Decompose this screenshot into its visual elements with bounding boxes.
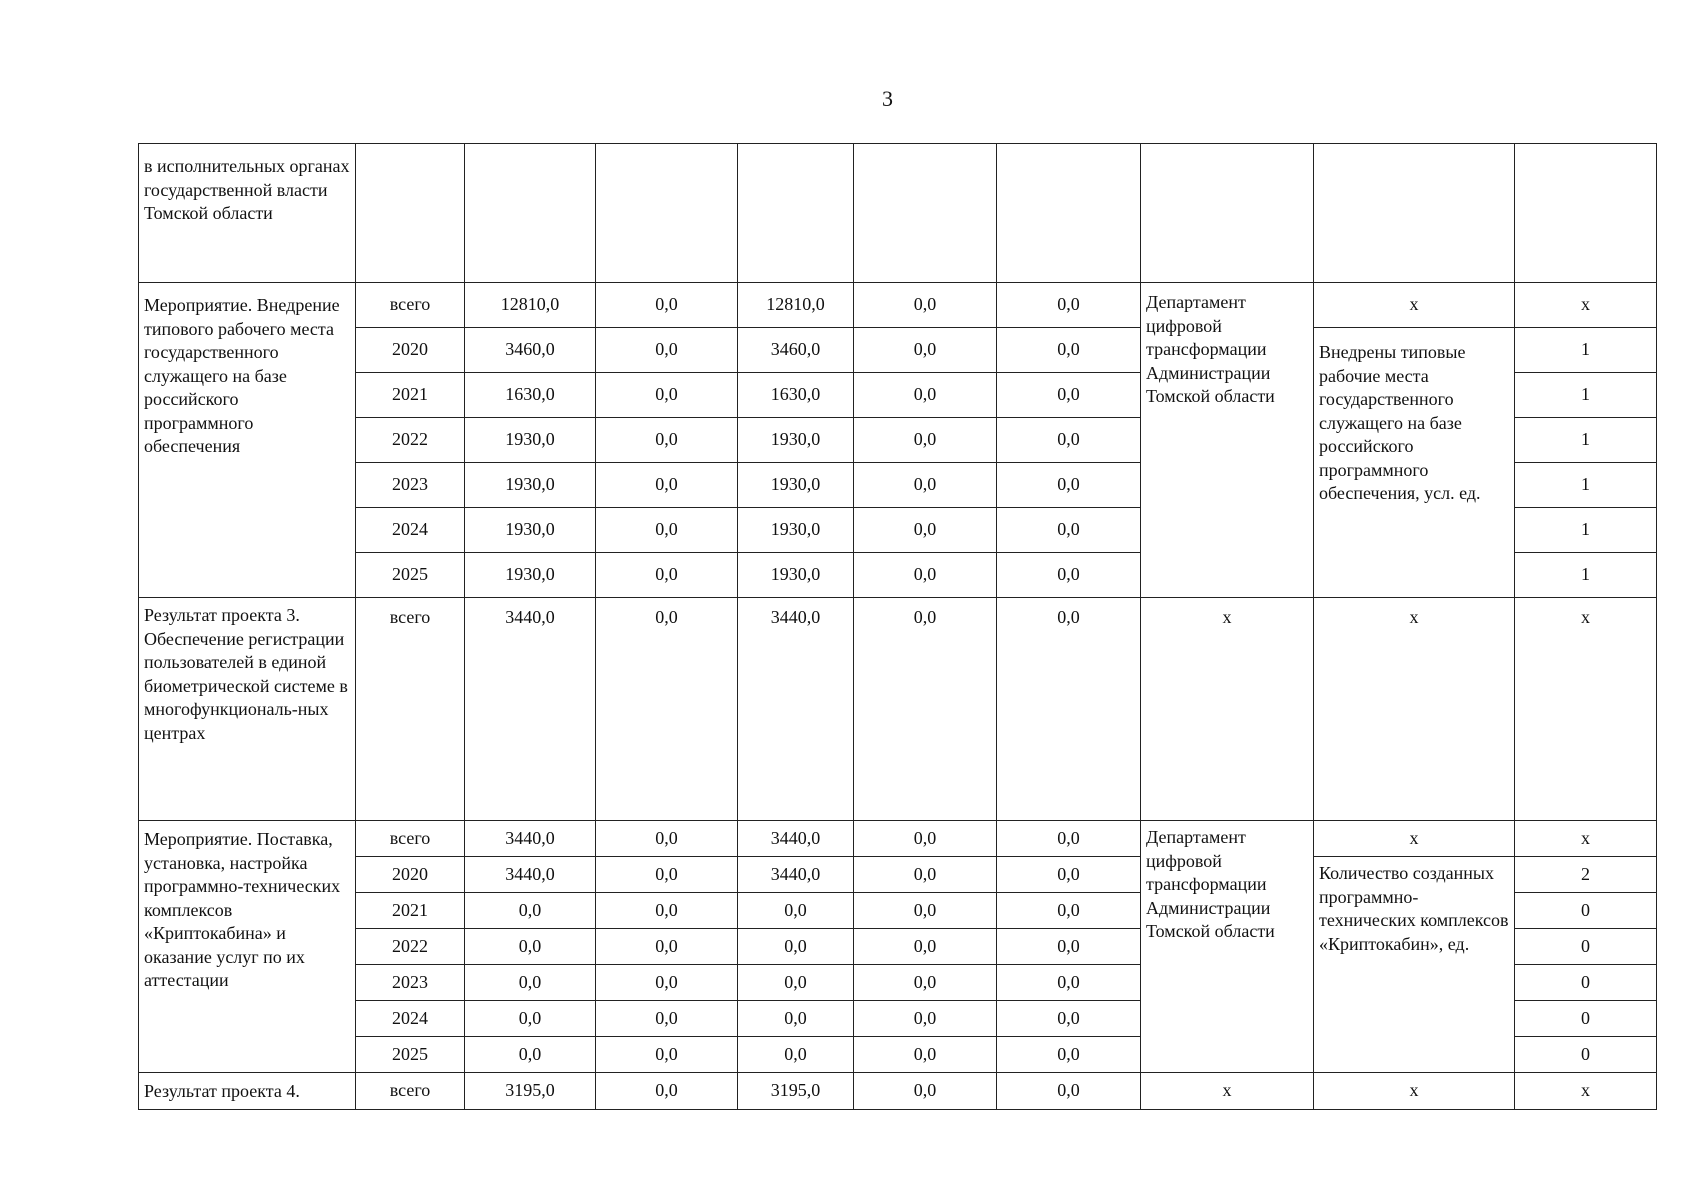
empty-cell xyxy=(1314,144,1515,283)
year-cell: 2021 xyxy=(356,893,465,929)
empty-cell xyxy=(738,144,854,283)
indicator-value-cell: 1 xyxy=(1515,328,1657,373)
total-cell: 1930,0 xyxy=(465,418,596,463)
local-cell: 0,0 xyxy=(854,553,997,598)
federal-cell: 0,0 xyxy=(596,598,738,821)
total-cell: 3440,0 xyxy=(465,598,596,821)
other-cell: 0,0 xyxy=(997,821,1141,857)
year-cell: всего xyxy=(356,283,465,328)
activity-description: Мероприятие. Поставка, установка, настройка программно-технических комплексов «Криптокабина» и оказание услуг по их аттестации xyxy=(139,821,356,1073)
total-cell: 1930,0 xyxy=(465,508,596,553)
regional-cell: 1930,0 xyxy=(738,508,854,553)
regional-cell: 1630,0 xyxy=(738,373,854,418)
other-cell: 0,0 xyxy=(997,965,1141,1001)
indicator-value-cell: 1 xyxy=(1515,508,1657,553)
indicator-value-cell: х xyxy=(1515,598,1657,821)
year-cell: 2025 xyxy=(356,553,465,598)
responsible-executor: Департамент цифровой трансформации Администрации Томской области xyxy=(1141,821,1314,1073)
empty-cell xyxy=(465,144,596,283)
local-cell: 0,0 xyxy=(854,1037,997,1073)
indicator-value-cell: 0 xyxy=(1515,965,1657,1001)
table-row xyxy=(139,857,1657,893)
total-cell: 12810,0 xyxy=(465,283,596,328)
project-result-row xyxy=(139,1073,1657,1110)
empty-cell xyxy=(356,144,465,283)
year-cell: 2021 xyxy=(356,373,465,418)
regional-cell: 3460,0 xyxy=(738,328,854,373)
indicator-value-cell: 1 xyxy=(1515,553,1657,598)
continuation-description: в исполнительных органах государственной власти Томской области xyxy=(139,144,356,283)
year-cell: 2022 xyxy=(356,929,465,965)
local-cell: 0,0 xyxy=(854,1001,997,1037)
other-cell: 0,0 xyxy=(997,857,1141,893)
year-cell: всего xyxy=(356,821,465,857)
other-cell: 0,0 xyxy=(997,553,1141,598)
other-cell: 0,0 xyxy=(997,373,1141,418)
indicator-value-cell: 1 xyxy=(1515,463,1657,508)
continuation-row xyxy=(139,144,1657,283)
local-cell: 0,0 xyxy=(854,857,997,893)
total-cell: 0,0 xyxy=(465,893,596,929)
empty-cell xyxy=(854,144,997,283)
federal-cell: 0,0 xyxy=(596,328,738,373)
federal-cell: 0,0 xyxy=(596,1037,738,1073)
federal-cell: 0,0 xyxy=(596,373,738,418)
federal-cell: 0,0 xyxy=(596,508,738,553)
other-cell: 0,0 xyxy=(997,463,1141,508)
year-cell: 2023 xyxy=(356,463,465,508)
local-cell: 0,0 xyxy=(854,373,997,418)
indicator-value-cell: х xyxy=(1515,283,1657,328)
other-cell: 0,0 xyxy=(997,508,1141,553)
local-cell: 0,0 xyxy=(854,328,997,373)
total-cell: 0,0 xyxy=(465,1037,596,1073)
empty-cell xyxy=(596,144,738,283)
activity-description: Мероприятие. Внедрение типового рабочего места государственного служащего на базе российского программного обеспечения xyxy=(139,283,356,598)
federal-cell: 0,0 xyxy=(596,893,738,929)
local-cell: 0,0 xyxy=(854,929,997,965)
regional-cell: 3195,0 xyxy=(738,1073,854,1110)
local-cell: 0,0 xyxy=(854,508,997,553)
indicator-value-cell: 0 xyxy=(1515,1037,1657,1073)
total-cell: 1930,0 xyxy=(465,463,596,508)
regional-cell: 0,0 xyxy=(738,929,854,965)
indicator-name-cell: х xyxy=(1314,1073,1515,1110)
result-description: Результат проекта 4. xyxy=(139,1073,356,1110)
federal-cell: 0,0 xyxy=(596,965,738,1001)
local-cell: 0,0 xyxy=(854,283,997,328)
empty-cell xyxy=(1141,144,1314,283)
other-cell: 0,0 xyxy=(997,1037,1141,1073)
local-cell: 0,0 xyxy=(854,598,997,821)
indicator-value-cell: х xyxy=(1515,821,1657,857)
total-cell: 3460,0 xyxy=(465,328,596,373)
indicator-value-cell: х xyxy=(1515,1073,1657,1110)
local-cell: 0,0 xyxy=(854,821,997,857)
indicator-total-cell: х xyxy=(1314,821,1515,857)
other-cell: 0,0 xyxy=(997,598,1141,821)
federal-cell: 0,0 xyxy=(596,463,738,508)
year-cell: всего xyxy=(356,1073,465,1110)
year-cell: 2024 xyxy=(356,1001,465,1037)
regional-cell: 3440,0 xyxy=(738,598,854,821)
year-cell: 2022 xyxy=(356,418,465,463)
local-cell: 0,0 xyxy=(854,1073,997,1110)
other-cell: 0,0 xyxy=(997,929,1141,965)
federal-cell: 0,0 xyxy=(596,929,738,965)
total-cell: 1630,0 xyxy=(465,373,596,418)
empty-cell xyxy=(997,144,1141,283)
page-number: 3 xyxy=(882,86,893,111)
federal-cell: 0,0 xyxy=(596,283,738,328)
total-cell: 3440,0 xyxy=(465,857,596,893)
other-cell: 0,0 xyxy=(997,418,1141,463)
total-cell: 3440,0 xyxy=(465,821,596,857)
indicator-value-cell: 2 xyxy=(1515,857,1657,893)
local-cell: 0,0 xyxy=(854,418,997,463)
total-cell: 0,0 xyxy=(465,929,596,965)
local-cell: 0,0 xyxy=(854,893,997,929)
responsible-executor: Департамент цифровой трансформации Администрации Томской области xyxy=(1141,283,1314,598)
year-cell: 2023 xyxy=(356,965,465,1001)
federal-cell: 0,0 xyxy=(596,418,738,463)
federal-cell: 0,0 xyxy=(596,857,738,893)
federal-cell: 0,0 xyxy=(596,1073,738,1110)
local-cell: 0,0 xyxy=(854,463,997,508)
year-cell: 2024 xyxy=(356,508,465,553)
indicator-value-cell: 1 xyxy=(1515,418,1657,463)
result-description: Результат проекта 3. Обеспечение регистрации пользователей в единой биометрической системе в многофункциональ-ных центрах xyxy=(139,598,356,821)
year-cell: 2025 xyxy=(356,1037,465,1073)
total-cell: 1930,0 xyxy=(465,553,596,598)
indicator-value-cell: 1 xyxy=(1515,373,1657,418)
total-cell: 3195,0 xyxy=(465,1073,596,1110)
federal-cell: 0,0 xyxy=(596,1001,738,1037)
table-row xyxy=(139,328,1657,373)
regional-cell: 12810,0 xyxy=(738,283,854,328)
empty-cell xyxy=(1515,144,1657,283)
year-cell: 2020 xyxy=(356,328,465,373)
indicator-value-cell: 0 xyxy=(1515,1001,1657,1037)
regional-cell: 0,0 xyxy=(738,893,854,929)
regional-cell: 0,0 xyxy=(738,1001,854,1037)
table-row xyxy=(139,821,1657,857)
regional-cell: 3440,0 xyxy=(738,857,854,893)
other-cell: 0,0 xyxy=(997,283,1141,328)
federal-cell: 0,0 xyxy=(596,553,738,598)
total-cell: 0,0 xyxy=(465,965,596,1001)
indicator-total-cell: х xyxy=(1314,283,1515,328)
other-cell: 0,0 xyxy=(997,1073,1141,1110)
indicator-value-cell: 0 xyxy=(1515,893,1657,929)
other-cell: 0,0 xyxy=(997,328,1141,373)
federal-cell: 0,0 xyxy=(596,821,738,857)
total-cell: 0,0 xyxy=(465,1001,596,1037)
responsible-cell: х xyxy=(1141,598,1314,821)
project-result-row xyxy=(139,598,1657,821)
regional-cell: 1930,0 xyxy=(738,463,854,508)
year-cell: всего xyxy=(356,598,465,821)
indicator-name: Внедрены типовые рабочие места государственного служащего на базе российского программного обеспечения, усл. ед. xyxy=(1314,328,1515,598)
indicator-value-cell: 0 xyxy=(1515,929,1657,965)
responsible-cell: х xyxy=(1141,1073,1314,1110)
regional-cell: 1930,0 xyxy=(738,418,854,463)
local-cell: 0,0 xyxy=(854,965,997,1001)
regional-cell: 3440,0 xyxy=(738,821,854,857)
budget-table xyxy=(138,143,1657,1110)
other-cell: 0,0 xyxy=(997,893,1141,929)
indicator-name: Количество созданных программно-технических комплексов «Криптокабин», ед. xyxy=(1314,857,1515,1073)
year-cell: 2020 xyxy=(356,857,465,893)
regional-cell: 1930,0 xyxy=(738,553,854,598)
regional-cell: 0,0 xyxy=(738,1037,854,1073)
other-cell: 0,0 xyxy=(997,1001,1141,1037)
regional-cell: 0,0 xyxy=(738,965,854,1001)
table-row xyxy=(139,283,1657,328)
indicator-name-cell: х xyxy=(1314,598,1515,821)
